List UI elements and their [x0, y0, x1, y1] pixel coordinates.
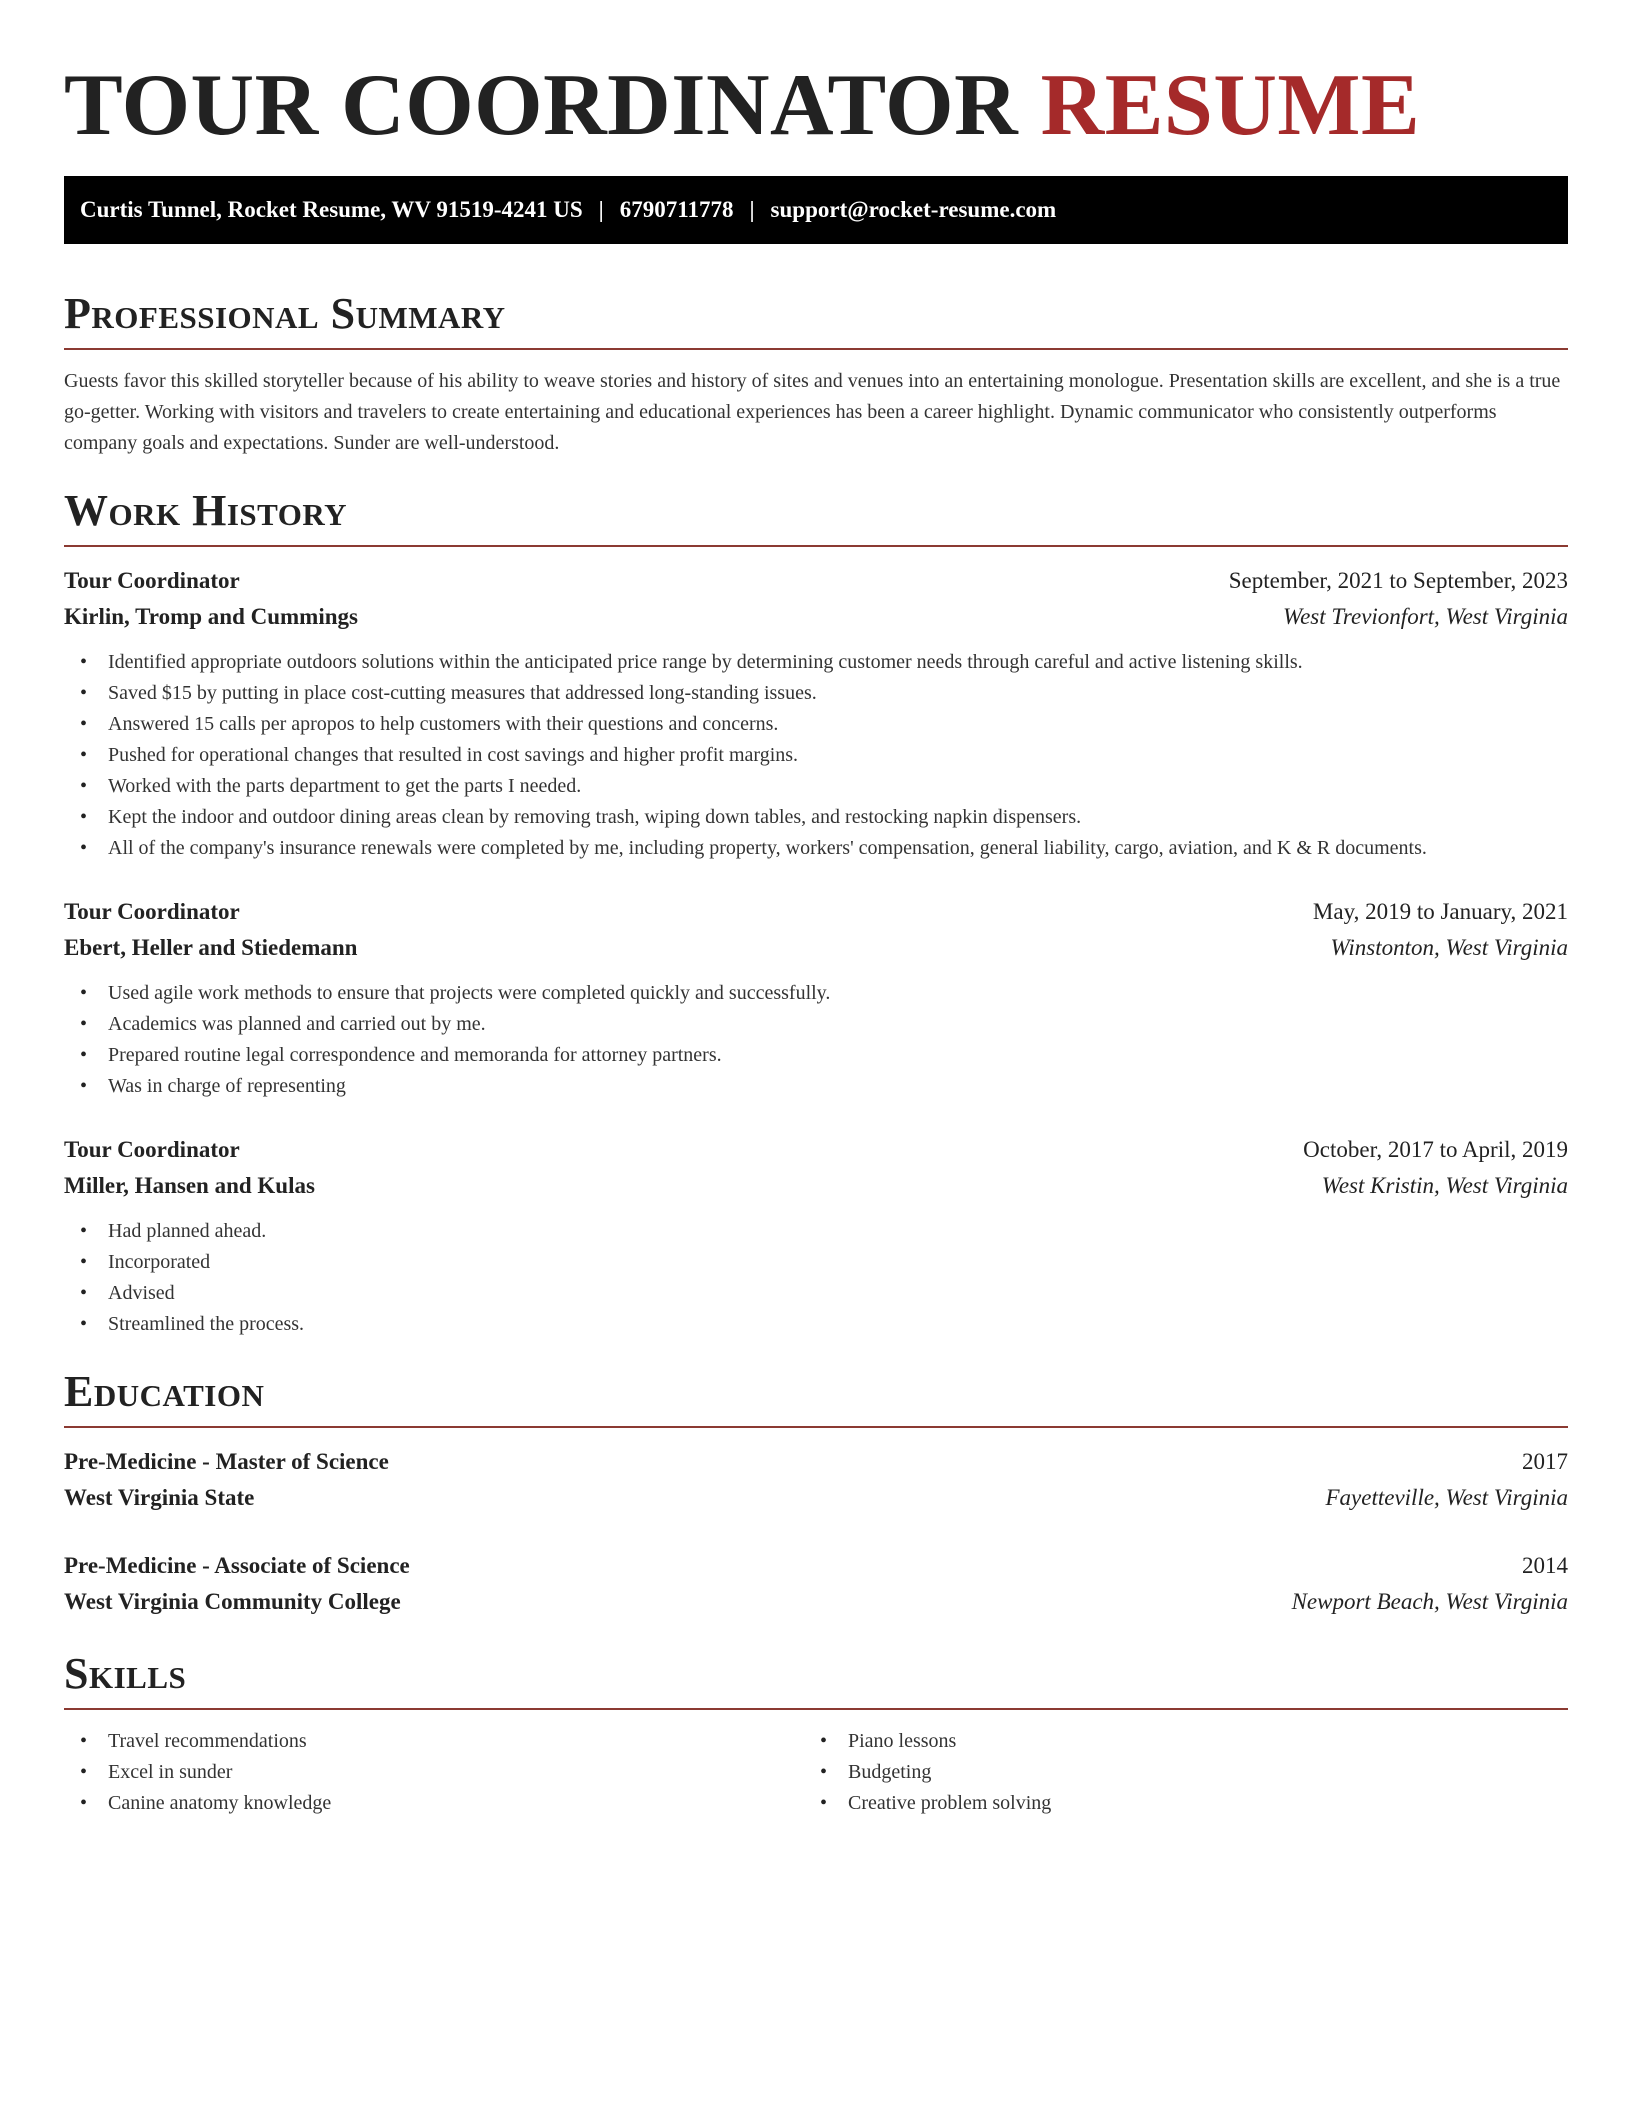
- job-dates: September, 2021 to September, 2023: [1228, 568, 1568, 593]
- resume-title: [64, 56, 1568, 156]
- job-bullet: • Incorporated: [80, 1247, 1568, 1278]
- education-degree: Pre-Medicine - Associate of Science: [64, 1553, 410, 1578]
- job-bullet: • Worked with the parts department to get the parts I needed.: [80, 771, 1568, 802]
- contact-address: Curtis Tunnel, Rocket Resume, WV 91519-4241 US: [80, 197, 583, 222]
- contact-separator: |: [749, 197, 755, 222]
- job-title: Tour Coordinator: [64, 1137, 240, 1162]
- job-bullet: • Academics was planned and carried out by me.: [80, 1009, 1568, 1040]
- skills-section: [64, 1648, 1568, 1819]
- skills-grid: [64, 1726, 1568, 1819]
- job-bullets: [64, 647, 1568, 864]
- job-bullet: • Saved $15 by putting in place cost-cutting measures that addressed long-standing issues.: [80, 678, 1568, 709]
- education-location: Newport Beach, West Virginia: [1291, 1589, 1568, 1614]
- job-bullets: [64, 978, 1568, 1102]
- job-bullet: • Streamlined the process.: [80, 1309, 1568, 1340]
- summary-text: Guests favor this skilled storyteller because of his ability to weave stories and history of sites and venues into an entertaining monologue. Presentation skills are excellent, and she is a true go-getter. Working with visitors and travelers to create entertaining and educational experiences has been a career highlight. Dynamic communicator who consistently outperforms company goals and expectations. Sunder are well-understood.: [64, 370, 1561, 454]
- job-location: West Kristin, West Virginia: [1321, 1173, 1568, 1198]
- skill-item: • Canine anatomy knowledge: [80, 1788, 804, 1819]
- education-entry: [64, 1444, 1568, 1516]
- education-year: 2014: [1522, 1553, 1568, 1578]
- summary-heading: Professional Summary: [64, 289, 506, 338]
- contact-email[interactable]: support@rocket-resume.com: [770, 197, 1057, 222]
- section-divider: [64, 1426, 1568, 1428]
- job-entry: [64, 1132, 1568, 1340]
- skill-item: • Excel in sunder: [80, 1757, 804, 1788]
- job-dates: May, 2019 to January, 2021: [1312, 899, 1568, 924]
- education-year: 2017: [1522, 1449, 1568, 1474]
- education-degree: Pre-Medicine - Master of Science: [64, 1449, 389, 1474]
- job-company: Miller, Hansen and Kulas: [64, 1173, 315, 1198]
- work-history-section: [64, 485, 1568, 1340]
- education-entry: [64, 1548, 1568, 1620]
- job-bullet: • Identified appropriate outdoors solutions within the anticipated price range by determining customer needs through careful and active listening skills.: [80, 647, 1568, 678]
- skills-column-left: [64, 1726, 804, 1819]
- title-main: TOUR COORDINATOR: [64, 57, 1019, 154]
- contact-separator: |: [598, 197, 604, 222]
- job-bullet: • Answered 15 calls per apropos to help customers with their questions and concerns.: [80, 709, 1568, 740]
- job-bullet: • Prepared routine legal correspondence and memoranda for attorney partners.: [80, 1040, 1568, 1071]
- job-location: Winstonton, West Virginia: [1330, 935, 1568, 960]
- education-school: West Virginia State: [64, 1485, 255, 1510]
- job-entry: [64, 894, 1568, 1102]
- contact-phone[interactable]: 6790711778: [619, 197, 734, 222]
- skill-item: • Budgeting: [820, 1757, 1544, 1788]
- contact-bar: [64, 176, 1568, 244]
- education-school: West Virginia Community College: [64, 1589, 401, 1614]
- job-bullets: [64, 1216, 1568, 1340]
- skill-item: • Creative problem solving: [820, 1788, 1544, 1819]
- skill-item: • Travel recommendations: [80, 1726, 804, 1757]
- section-divider: [64, 348, 1568, 350]
- skills-column-right: [804, 1726, 1544, 1819]
- job-company: Ebert, Heller and Stiedemann: [64, 935, 358, 960]
- job-bullet: • Kept the indoor and outdoor dining areas clean by removing trash, wiping down tables, and restocking napkin dispensers.: [80, 802, 1568, 833]
- resume-page: [64, 56, 1568, 1819]
- skills-heading: Skills: [64, 1649, 187, 1698]
- job-bullet: • Was in charge of representing: [80, 1071, 1568, 1102]
- job-title: Tour Coordinator: [64, 568, 240, 593]
- job-title: Tour Coordinator: [64, 899, 240, 924]
- job-company: Kirlin, Tromp and Cummings: [64, 604, 358, 629]
- job-bullet: • Used agile work methods to ensure that projects were completed quickly and successfully.: [80, 978, 1568, 1009]
- section-divider: [64, 545, 1568, 547]
- section-divider: [64, 1708, 1568, 1710]
- job-bullet: • Had planned ahead.: [80, 1216, 1568, 1247]
- job-bullet: • Pushed for operational changes that resulted in cost savings and higher profit margins.: [80, 740, 1568, 771]
- job-location: West Trevionfort, West Virginia: [1283, 604, 1568, 629]
- education-heading: Education: [64, 1367, 265, 1416]
- job-entry: [64, 563, 1568, 864]
- skill-item: • Piano lessons: [820, 1726, 1544, 1757]
- job-dates: October, 2017 to April, 2019: [1303, 1137, 1568, 1162]
- job-bullet: • Advised: [80, 1278, 1568, 1309]
- summary-section: [64, 288, 1568, 459]
- job-bullet: • All of the company's insurance renewals were completed by me, including property, workers' compensation, general liability, cargo, aviation, and K & R documents.: [80, 833, 1568, 864]
- education-location: Fayetteville, West Virginia: [1325, 1485, 1568, 1510]
- work-history-heading: Work History: [64, 486, 348, 535]
- education-section: [64, 1366, 1568, 1620]
- title-accent: RESUME: [1040, 57, 1421, 154]
